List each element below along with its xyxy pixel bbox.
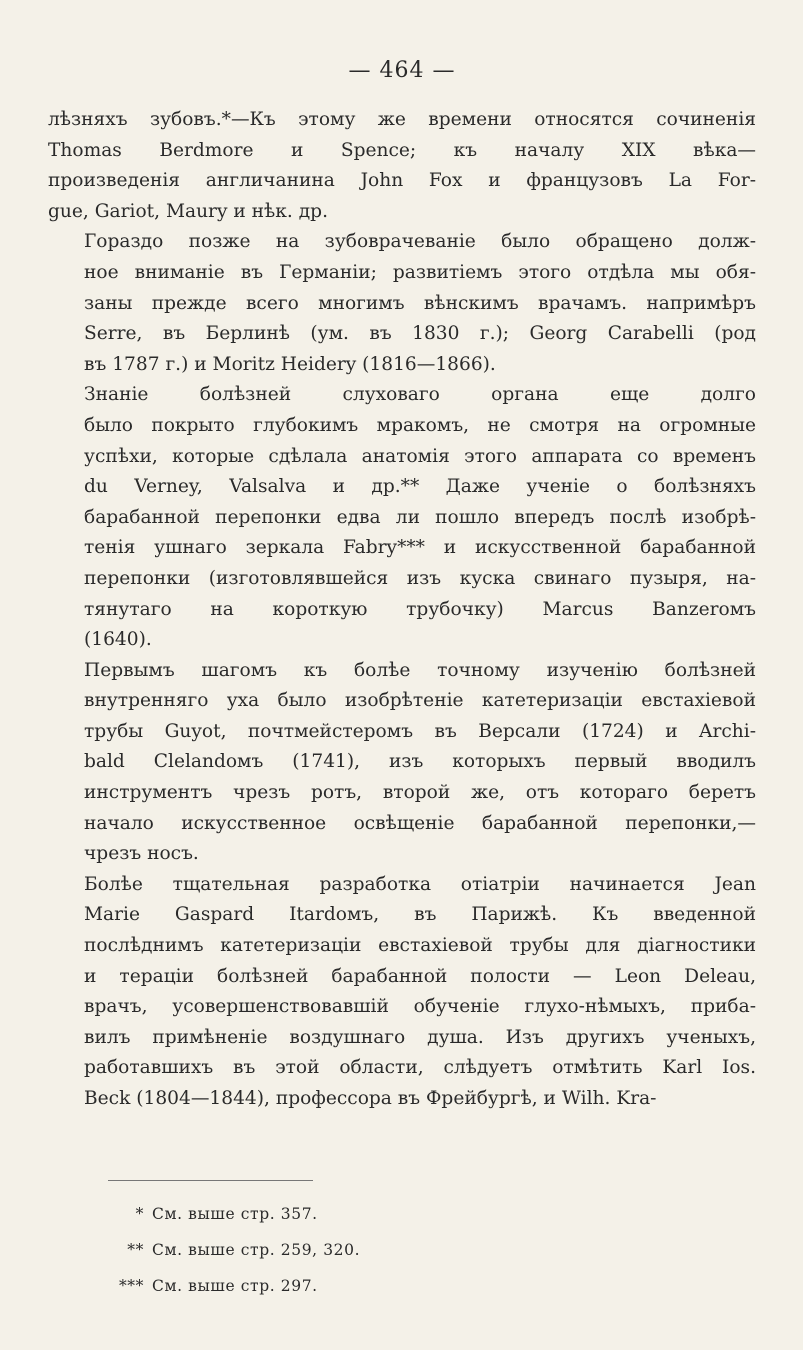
- text-line: инструментъ чрезъ ротъ, второй же, отъ котораго беретъ: [84, 782, 756, 804]
- text-line: Гораздо позже на зубоврачеваніе было обращено долж-: [84, 231, 756, 253]
- text-line: лѣзняхъ зубовъ.*—Къ этому же времени относятся сочиненія: [48, 109, 756, 130]
- text-line: вилъ примѣненіе воздушнаго душа. Изъ другихъ ученыхъ,: [84, 1026, 756, 1048]
- footnote-divider: [108, 1180, 313, 1181]
- paragraph: [48, 105, 756, 227]
- text-line: Болѣе тщательная разработка отіатріи начинается Jean: [84, 873, 756, 895]
- text-line: заны прежде всего многимъ вѣнскимъ врачамъ. напримѣръ: [84, 292, 756, 314]
- text-line: произведенія англичанина John Fox и французовъ La For-: [48, 170, 756, 192]
- text-line: Первымъ шагомъ къ болѣе точному изученію болѣзней: [84, 659, 756, 681]
- text-line: послѣднимъ катетеризаціи евстахіевой трубы для діагностики: [84, 935, 756, 957]
- text-line: врачъ, усовершенствовавшій обученіе глухо-нѣмыхъ, приба-: [84, 996, 756, 1018]
- text-line: Знаніе болѣзней слуховаго органа еще долго: [84, 384, 756, 406]
- text-line: Marie Gaspard Itardомъ, въ Парижѣ. Къ введенной: [84, 904, 756, 926]
- footnote: [88, 1232, 360, 1268]
- footnotes: [88, 1196, 360, 1304]
- paragraph: [48, 656, 756, 870]
- text-line: барабанной перепонки едва ли пошло впередъ послѣ изобрѣ-: [84, 506, 756, 528]
- footnote-text: См. выше стр. 259, 320.: [152, 1241, 361, 1259]
- paragraph: [48, 380, 756, 655]
- footnote: [88, 1268, 360, 1304]
- text-line: (1640).: [84, 629, 152, 651]
- text-line: начало искусственное освѣщеніе барабанной перепонки,—: [84, 812, 756, 834]
- text-line: bald Clelandомъ (1741), изъ которыхъ первый вводилъ: [84, 751, 756, 773]
- text-line: тенія ушнаго зеркала Fabry*** и искусственной барабанной: [84, 537, 756, 559]
- text-line: было покрыто глубокимъ мракомъ, не смотря на огромные: [84, 414, 756, 436]
- text-line: gue, Gariot, Maury и нѣк. др.: [48, 200, 328, 222]
- text-line: перепонки (изготовлявшейся изъ куска свинаго пузыря, на-: [84, 567, 756, 589]
- text-line: тянутаго на короткую трубочку) Marcus Banzerомъ: [84, 598, 756, 620]
- text-line: Thomas Berdmore и Spence; къ началу XIX вѣка—: [48, 139, 756, 161]
- text-line: и тераціи болѣзней барабанной полости — Leon Deleau,: [84, 965, 756, 987]
- footnote-mark: ***: [118, 1277, 144, 1295]
- footnote-mark: **: [127, 1241, 144, 1259]
- text-line: Serre, въ Берлинѣ (ум. въ 1830 г.); Georg Carabelli (род: [84, 323, 756, 345]
- paragraph: [48, 227, 756, 380]
- text-line: работавшихъ въ этой области, слѣдуетъ отмѣтить Karl Ios.: [84, 1057, 756, 1079]
- page-body: [48, 58, 756, 1115]
- footnote-mark: *: [135, 1205, 144, 1223]
- text-line: успѣхи, которые сдѣлала анатомія этого аппарата со временъ: [84, 445, 756, 467]
- text-line: внутренняго уха было изобрѣтеніе катетеризаціи евстахіевой: [84, 690, 756, 712]
- text-line: въ 1787 г.) и Moritz Heidery (1816—1866).: [84, 353, 496, 375]
- text-line: чрезъ носъ.: [84, 843, 199, 865]
- paragraph: [48, 870, 756, 1115]
- text-line: трубы Guyot, почтмейстеромъ въ Версали (1724) и Archi-: [84, 720, 756, 742]
- text-line: ное вниманіе въ Германіи; развитіемъ этого отдѣла мы обя-: [84, 261, 756, 283]
- footnote: [88, 1196, 360, 1232]
- text-line: Beck (1804—1844), профессора въ Фрейбургѣ, и Wilh. Kra-: [84, 1088, 657, 1109]
- footnote-text: См. выше стр. 297.: [152, 1277, 318, 1295]
- main-text: [48, 105, 756, 1115]
- text-line: du Verney, Valsalva и др.** Даже ученіе о болѣзняхъ: [84, 476, 756, 498]
- page-number: — 464 —: [348, 58, 456, 83]
- footnote-text: См. выше стр. 357.: [152, 1205, 318, 1223]
